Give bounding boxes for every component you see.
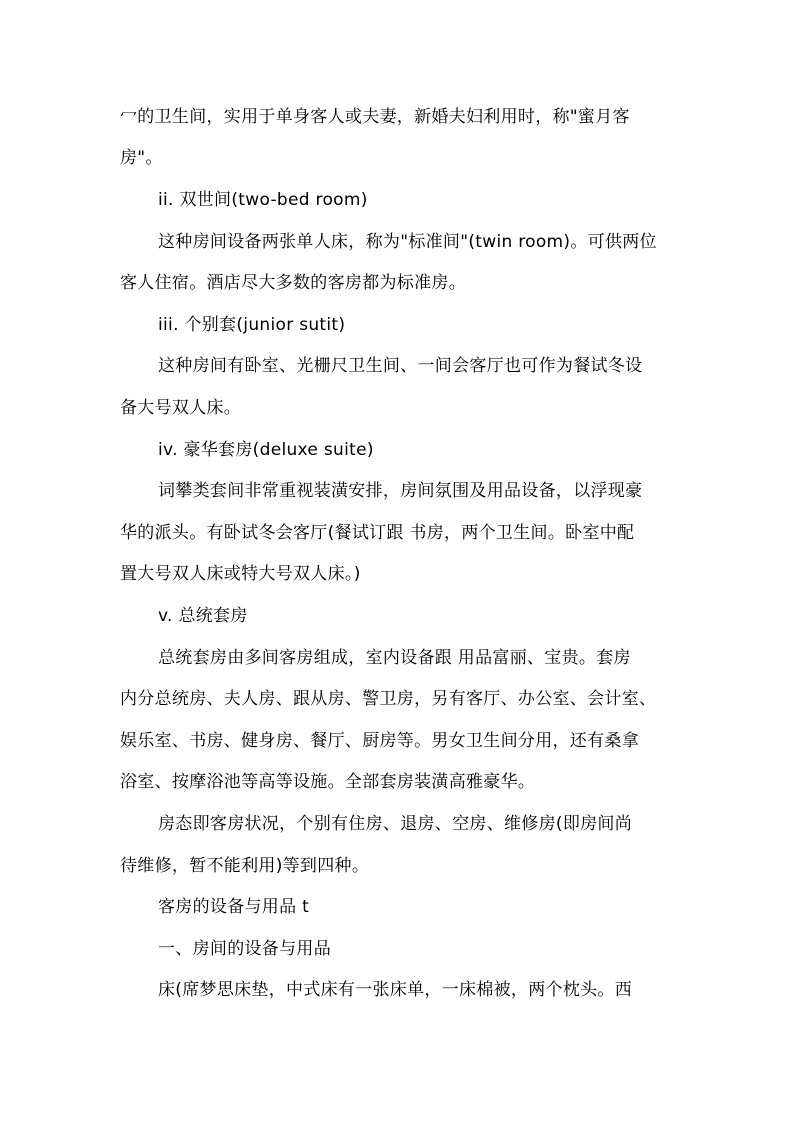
section-heading: v. 总统套房	[158, 606, 248, 626]
text-line: 这种房间设备两张单人床，称为"标准间"(twin room)。可供两位	[158, 232, 657, 252]
section-heading: iv. 豪华套房(deluxe suite)	[158, 440, 374, 460]
text-line: 床(席梦思床垫，中式床有一张床单，一床棉被，两个枕头。西	[158, 980, 633, 1000]
text-line: 总统套房由多间客房组成，室内设备跟 用品富丽、宝贵。套房	[158, 648, 631, 668]
text-line: 冖的卫生间，实用于单身客人或夫妻，新婚夫妇利用时，称"蜜月客	[120, 107, 630, 127]
text-line: 华的派头。有卧试冬会客厅(餐试订跟 书房，两个卫生间。卧室中配	[120, 523, 635, 543]
text-line: 房"。	[120, 148, 163, 168]
text-line: 浴室、按摩浴池等高等设施。全部套房装潢高雅豪华。	[120, 772, 536, 792]
text-line: 置大号双人床或特大号双人床。)	[120, 564, 361, 584]
section-heading: 客房的设备与用品 t	[158, 897, 310, 917]
section-heading: 一、房间的设备与用品	[158, 939, 331, 959]
text-line: 这种房间有卧室、光栅尺卫生间、一间会客厅也可作为餐试冬设	[158, 356, 643, 376]
text-line: 房态即客房状况，个别有住房、退房、空房、维修房(即房间尚	[158, 814, 633, 834]
text-line: 内分总统房、夫人房、跟从房、警卫房，另有客厅、办公室、会计室、	[120, 689, 657, 709]
text-line: 客人住宿。酒店尽大多数的客房都为标准房。	[120, 273, 466, 293]
text-line: 待维修，暂不能利用)等到四种。	[120, 856, 370, 876]
text-line: 娱乐室、书房、健身房、餐厅、厨房等。男女卫生间分用，还有桑拿	[120, 731, 639, 751]
text-line: 词攀类套间非常重视装潢安排，房间氛围及用品设备，以浮现豪	[158, 481, 643, 501]
section-heading: ii. 双世间(two-bed room)	[158, 190, 368, 210]
section-heading: iii. 个别套(junior sutit)	[158, 315, 346, 335]
text-line: 备大号双人床。	[120, 398, 242, 418]
